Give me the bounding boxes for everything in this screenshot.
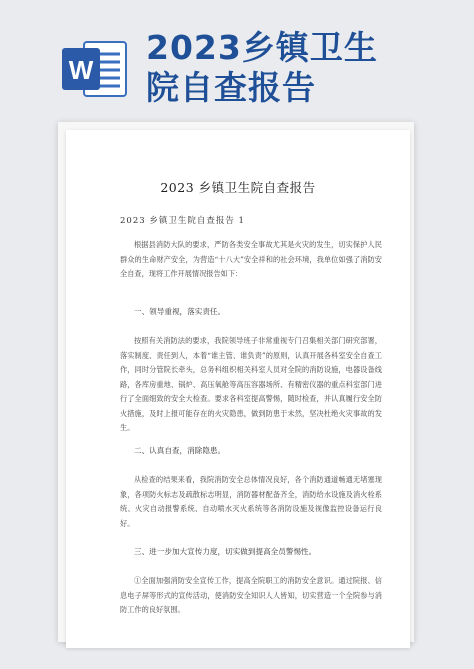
page-title xyxy=(146,28,446,108)
section-heading-1: 一、领导重视，落实责任。 xyxy=(134,307,226,316)
document-page xyxy=(66,130,410,648)
paragraph-intro: 根据县消防大队的要求，严防各类安全事故尤其是火灾的发生，切实保护人民群众的生命财产安全，为营造“十八大”安全祥和的社会环境，我单位如强了消防安全自查，现将工作开展情况报告如下： xyxy=(120,240,382,278)
word-logo-letter: W xyxy=(68,55,94,85)
word-logo-icon xyxy=(62,38,128,100)
section-heading-3: 三、进一步加大宣传力度，切实做到提高全员警惕性。 xyxy=(134,547,317,556)
paragraph-section-3: ①全面加强消防安全宣传工作，提高全院职工的消防安全意识。通过院报、信息电子屏等形式的宣传活动，使消防安全知识人人皆知，切实营造一个全院参与消防工作的良好氛围。 xyxy=(120,576,382,614)
document-subtitle: 2023 乡镇卫生院自查报告 1 xyxy=(120,216,245,226)
paragraph-section-1: 按照有关消防法的要求，我院领导班子非常重视专门召集相关部门研究部署，落实制度、责任到人，本着“谁主管、谁负责”的原则，认真开展各科室安全自查工作，同时分管院长牵头，总务科组织相关科室人员对全院的消防设施，电器设备线路，各库房重地、锅炉、高压氧舱等高压容器场所、有精密仪器的重点科室部门进行了全面细致的安全大检查。要求各科室提高警惕，随时检查，并认真履行安全防火措施，及时上报可能存在的火灾隐患，做到防患于未然，坚决杜绝火灾事故的发生。 xyxy=(120,336,382,432)
section-heading-2: 二、认真自查，消除隐患。 xyxy=(134,446,226,455)
page-title-line-1: 2023乡镇卫生 xyxy=(146,28,378,67)
document-title: 2023 乡镇卫生院自查报告 xyxy=(160,180,316,195)
page-title-line-2: 院自查报告 xyxy=(146,68,316,107)
paragraph-section-2: 从检查的结果来看，我院消防安全总体情况良好，各个消防通道畅通无堵塞现象，各项防火标志及疏散标志明显，消防器材配备齐全，消防给水设施及消火栓系统、火灾自动报警系统、自动喷水灭火系统等各消防设施及视像监控设备运行良好。 xyxy=(120,475,382,528)
